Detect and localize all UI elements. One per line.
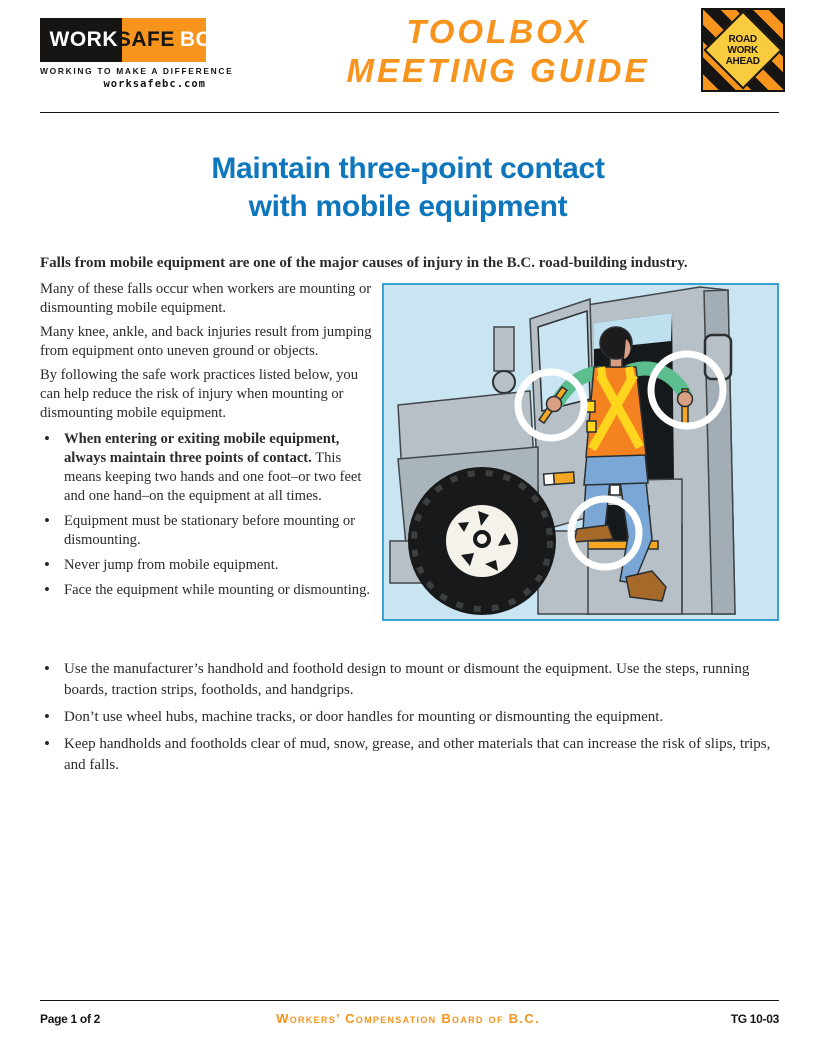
sign-line1: ROAD [728,33,758,45]
worksafebc-logo [40,18,212,62]
list-item [40,659,779,701]
intro-statement: Falls from mobile equipment are one of the major causes of injury in the B.C. road-building industry. [40,255,688,271]
paragraph: By following the safe work practices listed below, you can help reduce the risk of injury when mounting or dismounting mobile equipment. [40,367,359,421]
footer-divider [40,1000,779,1001]
page-number: Page 1 of 2 [40,1012,101,1026]
logo-bc-text: BC [179,28,212,51]
list-item [40,430,378,506]
logo-work-segment: WORK [40,18,122,62]
bullet-bold-lead: When entering or exiting mobile equipment, always maintain three points of contact. [64,431,340,466]
page-title-line1: Maintain three-point contact [211,152,605,185]
list-item [40,581,378,600]
doc-code: TG 10-03 [730,1012,779,1026]
sign-line3: AHEAD [725,55,761,67]
safe-practices-list-left [40,430,378,600]
body-left-column [40,280,378,606]
list-item [40,512,378,550]
page-title [0,150,816,226]
bullet-text: Never jump from mobile equipment. [64,557,279,573]
three-point-contact-drawing [382,283,779,621]
front-wheel [408,467,556,615]
bullet-text: Equipment must be stationary before mounting or dismounting. [64,513,356,548]
bullet-text: Keep handholds and footholds clear of mud, snow, grease, and other materials that can increase the risk of slips, trips, and falls. [64,736,771,773]
bullet-text: Don’t use wheel hubs, machine tracks, or door handles for mounting or dismounting the equipment. [64,709,664,725]
doc-series-title-line2: MEETING GUIDE [346,52,650,89]
paragraph: Many of these falls occur when workers are mounting or dismounting mobile equipment. [40,281,372,316]
organization-name: Workers’ Compensation Board of B.C. [276,1011,540,1026]
sign-line2: WORK [727,44,759,56]
doc-series-title-line1: TOOLBOX [406,13,590,50]
logo-website: worksafebc.com [103,78,206,90]
doc-series-title [220,12,776,90]
sign-text [726,34,760,67]
road-work-ahead-sign-icon [701,8,785,92]
list-item [40,556,378,575]
list-item [40,707,779,728]
safe-practices-list-full [40,659,779,782]
header-divider [40,112,779,113]
equipment-illustration [382,283,779,621]
list-item [40,734,779,776]
bullet-text: Face the equipment while mounting or dismounting. [64,582,371,598]
paragraph: Many knee, ankle, and back injuries result from jumping from equipment onto uneven ground or objects. [40,324,372,359]
logo-safe-segment [116,18,212,62]
bullet-text: Use the manufacturer’s handhold and foothold design to mount or dismount the equipment. Use the steps, running boards, traction strips, footholds, and handgrips. [64,661,750,698]
page-title-line2: with mobile equipment [248,190,568,223]
bullet-text: This means keeping two hands and one foot–or two feet and one hand–on the equipment at all times. [64,450,362,504]
logo-tagline: WORKING TO MAKE A DIFFERENCE [40,66,234,76]
logo-safe-text: SAFE [116,28,175,51]
sign-diamond [703,10,782,89]
